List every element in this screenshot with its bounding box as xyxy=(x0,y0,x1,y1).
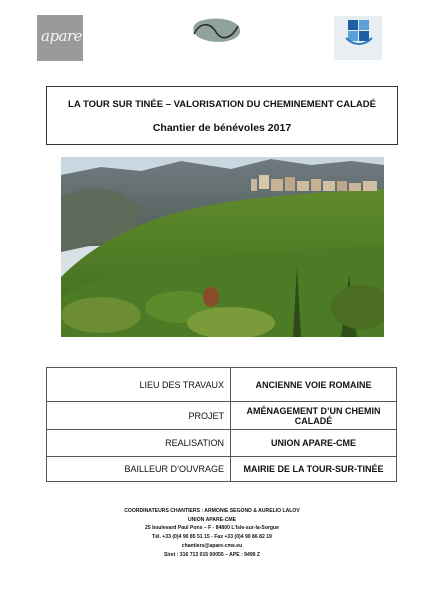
table-row xyxy=(47,368,397,402)
table-row xyxy=(47,457,397,482)
row-label: PROJET xyxy=(47,402,231,430)
landscape-photo xyxy=(61,157,384,337)
pays-logo-emblem xyxy=(334,16,382,54)
document-subtitle: Chantier de bénévoles 2017 xyxy=(152,122,292,134)
footer-phone: Tél. +33 (0)4 90 85 51 15 - Fax +33 (0)4 90 86 82 19 xyxy=(152,534,272,541)
row-label: LIEU DES TRAVAUX xyxy=(47,368,231,402)
table-row xyxy=(47,430,397,457)
table-row xyxy=(47,402,397,430)
row-value: MAIRIE DE LA TOUR-SUR-TINÉE xyxy=(231,457,397,482)
row-value: ANCIENNE VOIE ROMAINE xyxy=(231,368,397,402)
footer-email: chantiers@apare-cme.eu xyxy=(181,542,243,549)
title-box xyxy=(46,86,398,145)
apare-logo xyxy=(37,15,83,61)
row-value: AMÉNAGEMENT D’UN CHEMIN CALADÉ xyxy=(231,402,397,430)
apare-logo-text: apare xyxy=(41,27,83,45)
row-label: REALISATION xyxy=(47,430,231,457)
footer-coordinators: COORDINATEURS CHANTIERS : ARMONIE SEGOND & AURELIO LALOV xyxy=(124,508,300,514)
pays-vaucluse-logo xyxy=(334,16,382,60)
footer-siret: Siret : 316 713 015 00055 – APE : 9499 Z xyxy=(163,551,261,558)
row-label: BAILLEUR D’OUVRAGE xyxy=(47,457,231,482)
cme-logo xyxy=(186,16,246,46)
document-title: LA TOUR SUR TINÉE – VALORISATION DU CHEMINEMENT CALADÉ xyxy=(68,99,376,110)
footer-org: UNION APARE-CME xyxy=(187,516,237,523)
row-value: UNION APARE-CME xyxy=(231,430,397,457)
footer-contact xyxy=(0,507,424,559)
footer-address: 25 boulevard Paul Pons – F - 84800 L'Isle-sur-la-Sorgue xyxy=(145,525,279,532)
project-info-table xyxy=(46,367,397,482)
